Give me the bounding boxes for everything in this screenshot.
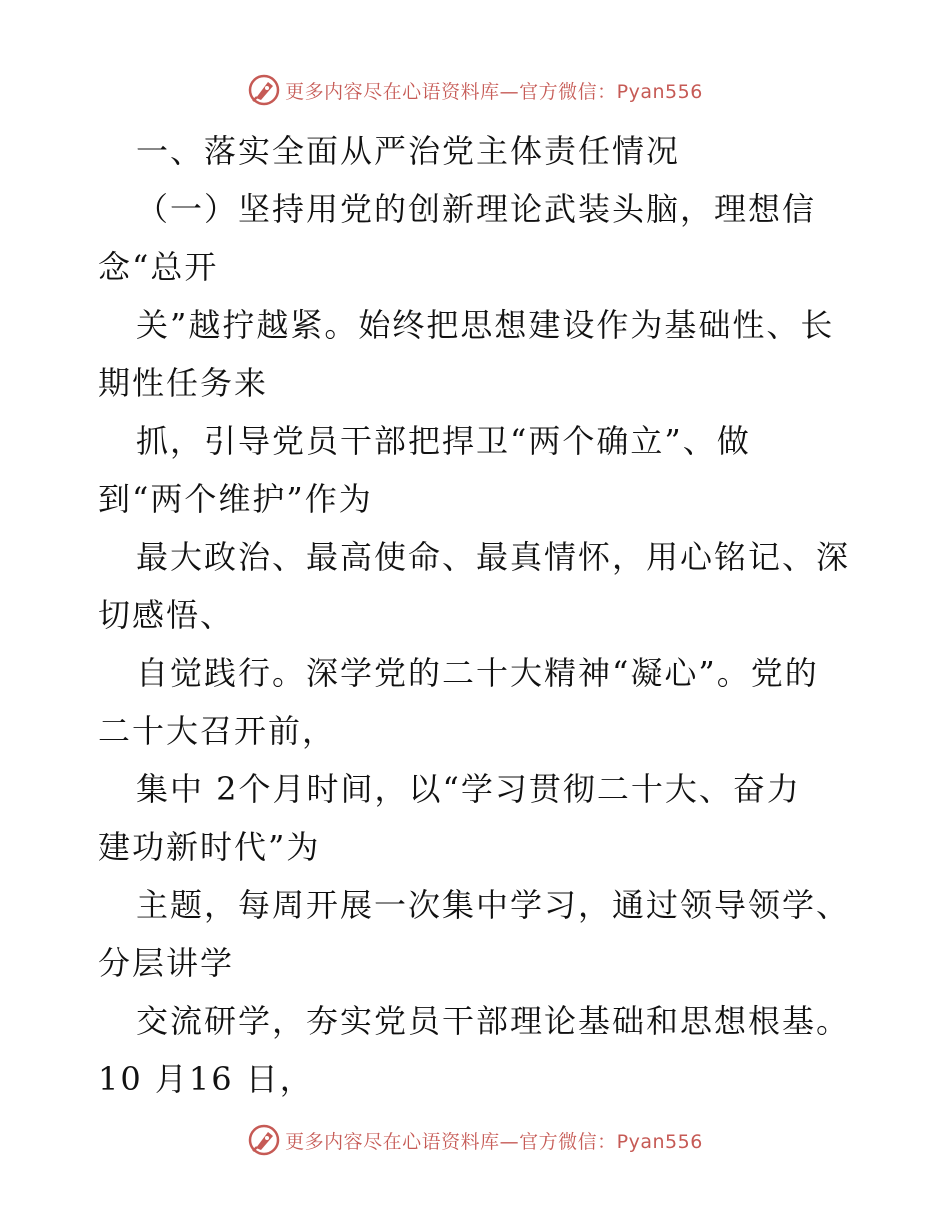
- paragraph-line: 主题，每周开展一次集中学习，通过领导领学、: [136, 886, 851, 924]
- document-body: [98, 122, 858, 1108]
- pen-nib-logo-icon: [247, 73, 281, 107]
- paragraph-line: 关”越拧越紧。始终把思想建设作为基础性、长: [136, 306, 835, 344]
- paragraph-line: 期性任务来: [98, 364, 269, 402]
- paragraph-line: 10 月16 日，: [98, 1060, 314, 1098]
- section-heading: 一、落实全面从严治党主体责任情况: [136, 132, 681, 170]
- paragraph-line: 念“总开: [98, 248, 219, 286]
- paragraph-line: 最大政治、最高使命、最真情怀，用心铭记、深: [136, 538, 851, 576]
- header-watermark: [0, 70, 950, 110]
- paragraph-line: 集中 2个月时间，以“学习贯彻二十大、奋力: [136, 770, 801, 808]
- footer-watermark: [0, 1120, 950, 1160]
- watermark-text: 更多内容尽在心语资料库—官方微信：Pyan556: [285, 1130, 703, 1153]
- paragraph-line: （一）坚持用党的创新理论武装头脑，理想信: [136, 190, 817, 228]
- paragraph-line: 交流研学，夯实党员干部理论基础和思想根基。: [136, 1002, 851, 1040]
- paragraph-line: 分层讲学: [98, 944, 235, 982]
- paragraph-line: 到“两个维护”作为: [98, 480, 373, 518]
- paragraph-line: 二十大召开前，: [98, 712, 337, 750]
- pen-nib-logo-icon: [247, 1123, 281, 1157]
- paragraph-line: 建功新时代”为: [98, 828, 321, 866]
- paragraph-line: 切感悟、: [98, 596, 235, 634]
- watermark-text: 更多内容尽在心语资料库—官方微信：Pyan556: [285, 80, 703, 103]
- paragraph-line: 自觉践行。深学党的二十大精神“凝心”。党的: [136, 654, 819, 692]
- paragraph-line: 抓，引导党员干部把捍卫“两个确立”、做: [136, 422, 751, 460]
